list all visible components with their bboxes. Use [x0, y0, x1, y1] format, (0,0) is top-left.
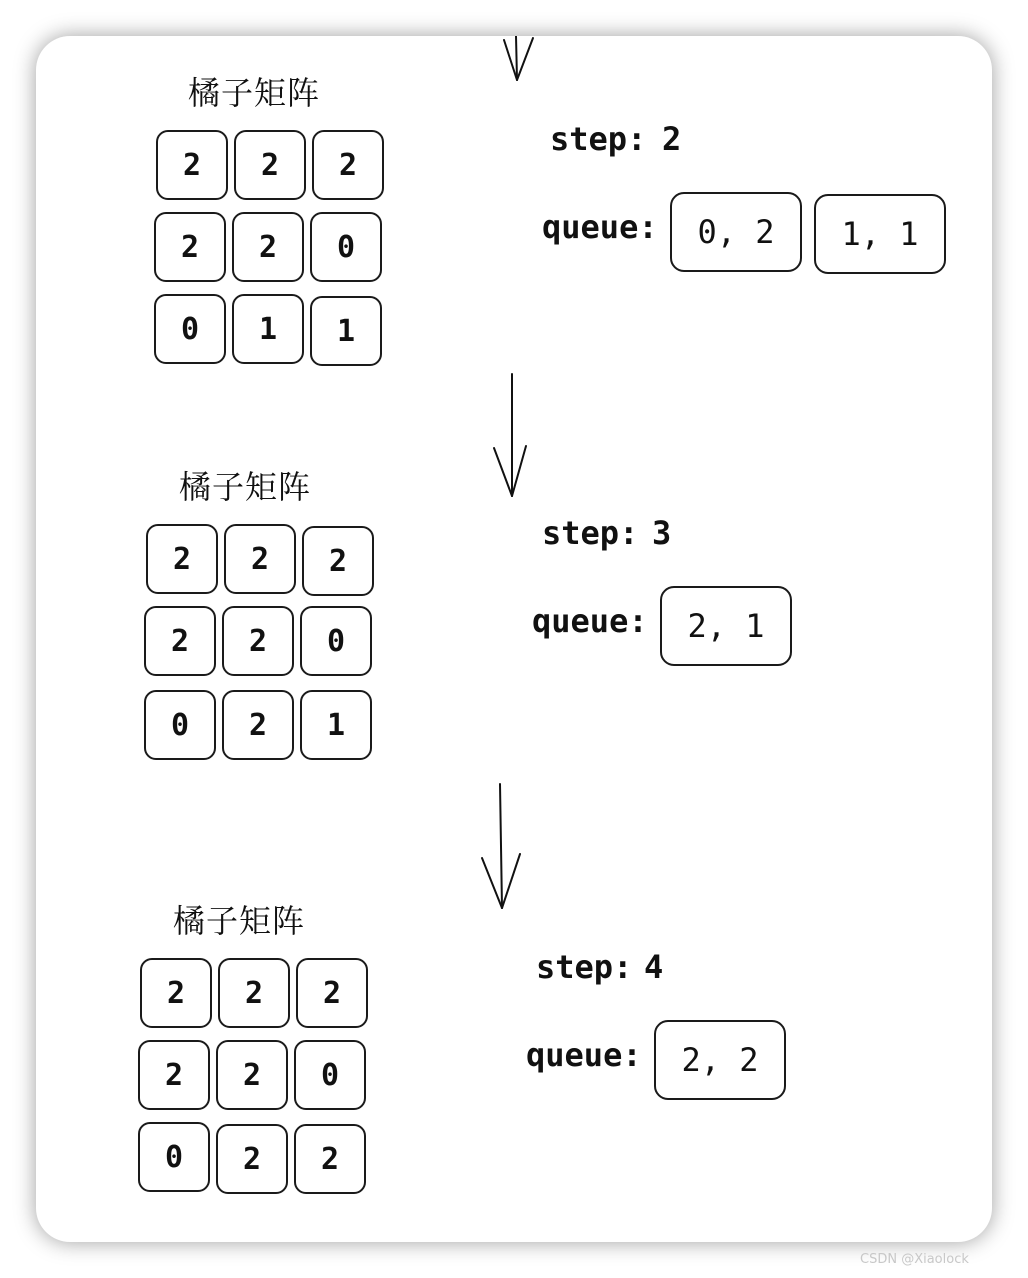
step-value: 3 [652, 514, 672, 552]
grid-cell: 1 [232, 294, 304, 364]
queue-item: 2, 1 [660, 586, 792, 666]
grid-cell: 2 [144, 606, 216, 676]
grid-cell: 2 [224, 524, 296, 594]
queue-label: queue: [542, 208, 658, 246]
grid-cell: 0 [294, 1040, 366, 1110]
grid-cell: 2 [232, 212, 304, 282]
matrix-title: 橘子矩阵 [173, 902, 306, 940]
step-value: 2 [662, 120, 682, 158]
grid-cell: 0 [138, 1122, 210, 1192]
queue-item: 1, 1 [814, 194, 946, 274]
arrow-top [504, 36, 533, 80]
grid-cell: 2 [146, 524, 218, 594]
grid-cell: 2 [138, 1040, 210, 1110]
queue-label: queue: [532, 602, 648, 640]
watermark: CSDN @Xiaolock [860, 1252, 969, 1267]
grid-cell: 2 [154, 212, 226, 282]
grid-cell: 0 [310, 212, 382, 282]
grid-cell: 2 [156, 130, 228, 200]
grid-cell: 2 [222, 606, 294, 676]
matrix-title: 橘子矩阵 [179, 468, 312, 506]
arrow-1 [494, 374, 526, 496]
matrix-title: 橘子矩阵 [188, 74, 321, 112]
diagram-card [36, 36, 992, 1242]
grid-cell: 2 [302, 526, 374, 596]
step-label: step: [550, 120, 647, 158]
queue-label: queue: [526, 1036, 642, 1074]
grid-cell: 2 [296, 958, 368, 1028]
grid-cell: 0 [154, 294, 226, 364]
grid-cell: 2 [216, 1040, 288, 1110]
step-label: step: [542, 514, 639, 552]
queue-item: 0, 2 [670, 192, 802, 272]
grid-cell: 1 [300, 690, 372, 760]
grid-cell: 0 [300, 606, 372, 676]
grid-cell: 2 [218, 958, 290, 1028]
grid-cell: 0 [144, 690, 216, 760]
queue-item: 2, 2 [654, 1020, 786, 1100]
grid-cell: 2 [140, 958, 212, 1028]
grid-cell: 2 [222, 690, 294, 760]
grid-cell: 2 [312, 130, 384, 200]
grid-cell: 2 [294, 1124, 366, 1194]
step-label: step: [536, 948, 633, 986]
step-value: 4 [644, 948, 664, 986]
grid-cell: 2 [234, 130, 306, 200]
grid-cell: 1 [310, 296, 382, 366]
grid-cell: 2 [216, 1124, 288, 1194]
arrow-2 [482, 784, 520, 908]
